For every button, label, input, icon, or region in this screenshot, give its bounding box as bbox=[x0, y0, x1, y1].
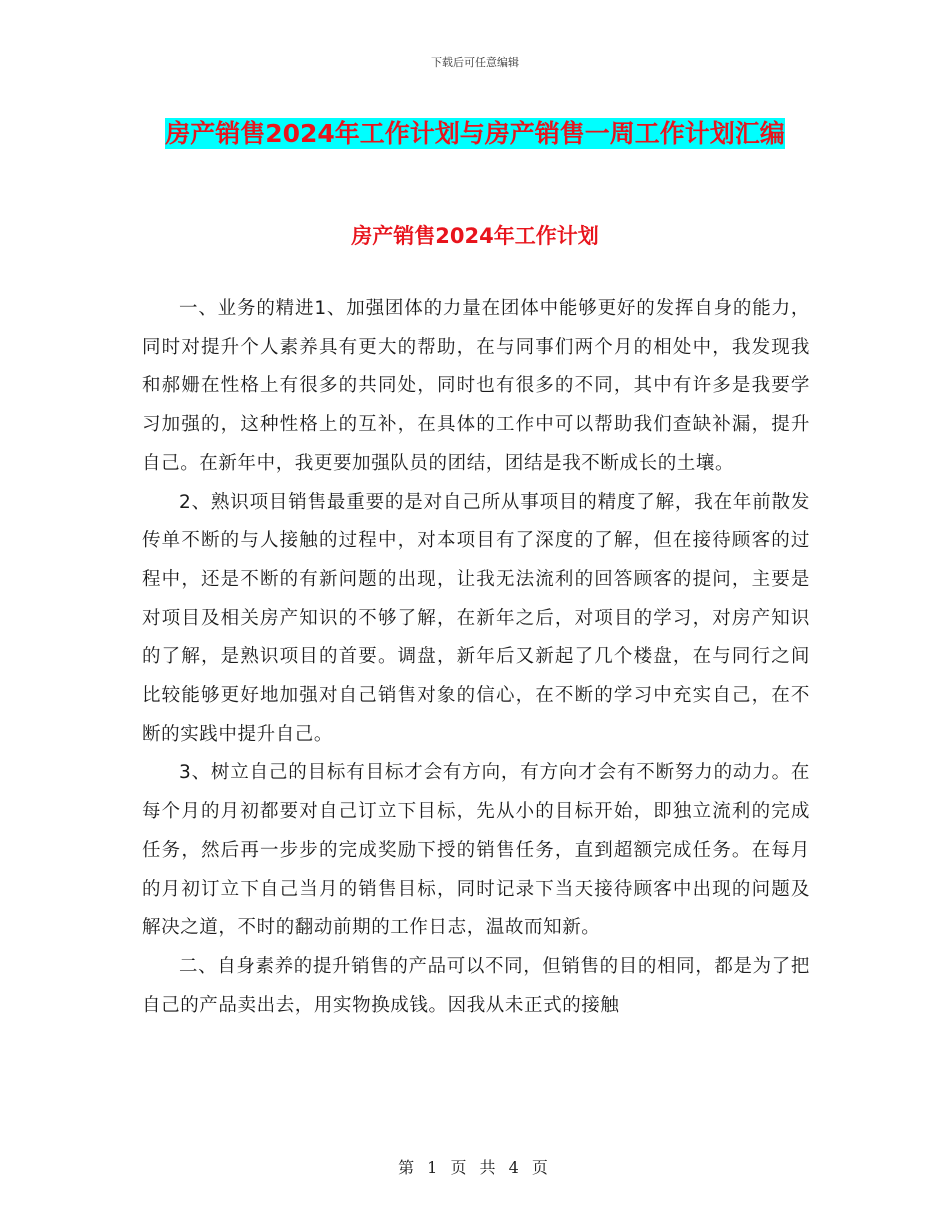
paragraph: 3、树立自己的目标有目标才会有方向，有方向才会有不断努力的动力。在每个月的月初都要对自己订立下目标，先从小的目标开始，即独立流利的完成任务，然后再一步步的完成奖励下授的销售任务，直到超额完成任务。在每月的月初订立下自己当月的销售目标，同时记录下当天接待顾客中出现的问题及解决之道，不时的翻动前期的工作日志，温故而知新。 bbox=[142, 762, 810, 939]
section-title: 房产销售2024年工作计划 bbox=[351, 224, 599, 248]
body-text bbox=[142, 290, 810, 1025]
document-title bbox=[140, 112, 810, 156]
document-title-text: 房产销售2024年工作计划与房产销售一周工作计划汇编 bbox=[165, 119, 785, 148]
paragraph: 二、自身素养的提升销售的产品可以不同，但销售的目的相同，都是为了把自己的产品卖出去，用实物换成钱。因我从未正式的接触 bbox=[142, 955, 810, 1016]
paragraph: 2、熟识项目销售最重要的是对自己所从事项目的精度了解，我在年前散发传单不断的与人接触的过程中，对本项目有了深度的了解，但在接待顾客的过程中，还是不断的有新问题的出现，让我无法流利的回答顾客的提问，主要是对项目及相关房产知识的不够了解，在新年之后，对项目的学习，对房产知识的了解，是熟识项目的首要。调盘，新年后又新起了几个楼盘，在与同行之间比较能够更好地加强对自己销售对象的信心，在不断的学习中充实自己，在不断的实践中提升自己。 bbox=[142, 491, 810, 745]
header-note: 下载后可任意编辑 bbox=[431, 56, 519, 69]
page-footer: 第 1 页 共 4 页 bbox=[398, 1158, 552, 1177]
paragraph: 一、业务的精进1、加强团体的力量在团体中能够更好的发挥自身的能力，同时对提升个人素养具有更大的帮助，在与同事们两个月的相处中，我发现我和郝姗在性格上有很多的共同处，同时也有很多的不同，其中有许多是我要学习加强的，这种性格上的互补，在具体的工作中可以帮助我们查缺补漏，提升自己。在新年中，我更要加强队员的团结，团结是我不断成长的土壤。 bbox=[142, 298, 810, 474]
